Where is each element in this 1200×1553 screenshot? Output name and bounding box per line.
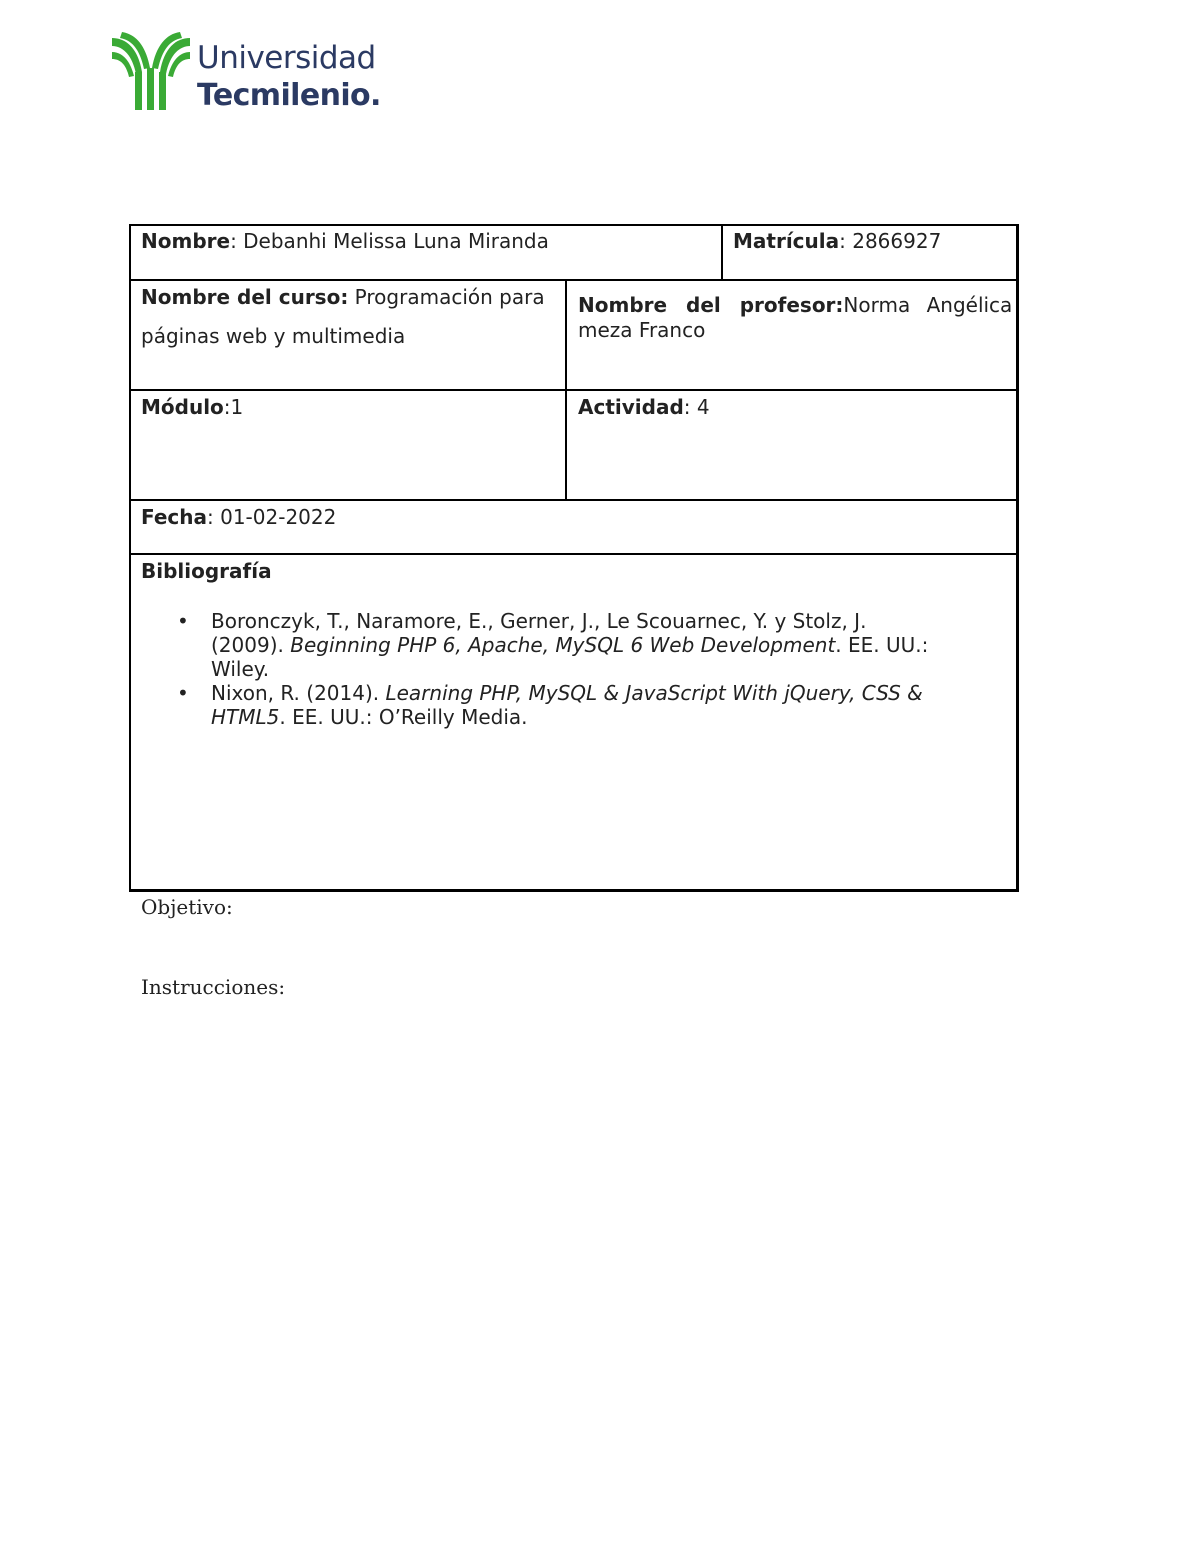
bibliografia-cell: [141, 559, 1001, 729]
reference-title: HTML5: [211, 705, 280, 729]
modulo-cell: [141, 395, 561, 419]
fecha-cell: [141, 505, 1001, 529]
logo-line-universidad: Universidad: [197, 40, 376, 76]
reference-text: Wiley.: [211, 657, 270, 681]
reference-title: Learning PHP, MySQL & JavaScript With jQuery, CSS &: [385, 681, 923, 705]
curso-cell: [141, 285, 561, 348]
profesor-cell: [578, 293, 1013, 343]
tecmilenio-palm-icon: [112, 32, 190, 112]
curso-label: Nombre del curso:: [141, 285, 349, 309]
reference-text: Boronczyk, T., Naramore, E., Gerner, J., Le Scouarnec, Y. y Stolz, J.: [211, 609, 867, 633]
instrucciones-label: Instrucciones:: [141, 975, 286, 999]
modulo-value: :1: [223, 395, 244, 419]
fecha-value: : 01-02-2022: [207, 505, 337, 529]
profesor-value-1: Norma Angélica: [843, 293, 1013, 317]
bibliografia-label: Bibliografía: [141, 559, 272, 583]
profesor-label: Nombre del profesor:: [578, 293, 844, 317]
logo-line-tecmilenio: Tecmilenio.: [197, 78, 381, 113]
bullet-icon: •: [177, 681, 189, 705]
nombre-label: Nombre: [141, 229, 231, 253]
fecha-label: Fecha: [141, 505, 208, 529]
list-item: [141, 681, 1001, 729]
curso-value-2: páginas web y multimedia: [141, 324, 406, 348]
nombre-cell: [141, 229, 711, 253]
actividad-cell: [578, 395, 1008, 419]
reference-text: . EE. UU.: O’Reilly Media.: [279, 705, 528, 729]
curso-value-1: Programación para: [348, 285, 545, 309]
bullet-icon: •: [177, 609, 189, 633]
reference-text: Nixon, R. (2014).: [211, 681, 386, 705]
reference-text: (2009).: [211, 633, 291, 657]
matricula-cell: [733, 229, 1013, 253]
reference-list: [141, 609, 1001, 729]
university-logo: [112, 32, 402, 114]
matricula-label: Matrícula: [733, 229, 840, 253]
actividad-value: : 4: [683, 395, 710, 419]
actividad-label: Actividad: [578, 395, 684, 419]
profesor-value-2: meza Franco: [578, 318, 706, 342]
modulo-label: Módulo: [141, 395, 224, 419]
reference-title: Beginning PHP 6, Apache, MySQL 6 Web Development: [290, 633, 836, 657]
nombre-value: : Debanhi Melissa Luna Miranda: [230, 229, 549, 253]
matricula-value: : 2866927: [839, 229, 942, 253]
reference-text: . EE. UU.:: [835, 633, 929, 657]
objetivo-label: Objetivo:: [141, 895, 233, 919]
list-item: [141, 609, 1001, 681]
